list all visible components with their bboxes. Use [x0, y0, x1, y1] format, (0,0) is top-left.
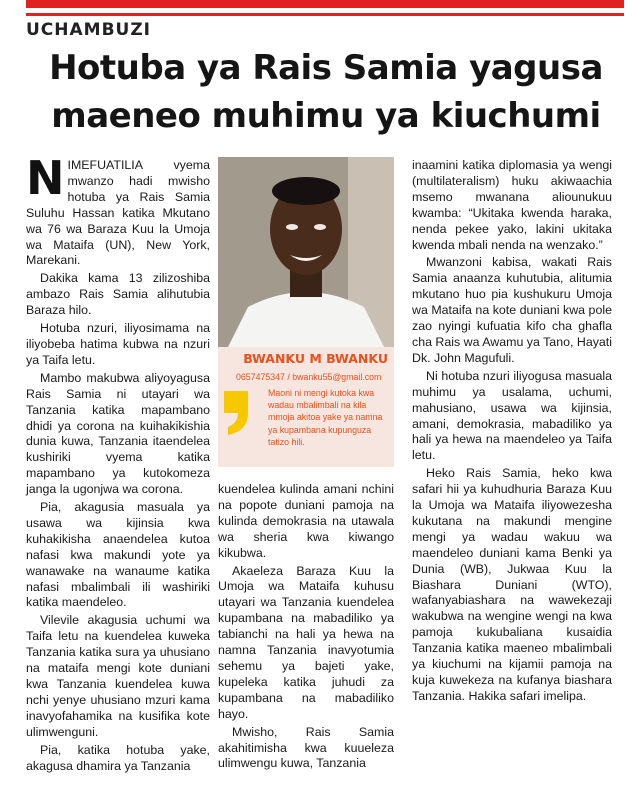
paragraph: Pia, akagusia masuala ya usawa wa kijinsia kwa kuhakikisha anaendelea kutoa nafasi kwa makundi yote ya wanawake na wanaume katika nafasi mbalimbali ili washiriki katika maendeleo.: [26, 500, 210, 610]
paragraph: Dakika kama 13 zilizoshiba ambazo Rais Samia alihutubia Baraza hilo.: [26, 271, 210, 318]
drop-cap: N: [26, 151, 65, 205]
paragraph: Heko Rais Samia, heko kwa safari hii ya kuhudhuria Baraza Kuu la Umoja wa Mataifa iliyowezesha kukutana na makundi mengine mengi ya wadau wakuu wa maendeleo duniani kama Benki ya Dunia (WB), Jukwaa Kuu la Biashara Duniani (WTO), wafanyabiashara na wawekezaji wakubwa na wengine wengi na kwa pamoja kukubaliana kusaidia Tanzania katika maeneo mbalimbali ya kiuchumi na kijamii pamoja na kuja kuwekeza na kufanya biashara Tanzania. Hakika safari imelipa.: [412, 466, 612, 703]
paragraph: kuendelea kulinda amani nchini na popote duniani pamoja na kulinda demokrasia na utawala wa sheria kwa kiwango kikubwa.: [218, 482, 394, 560]
article-column-2: [218, 482, 394, 774]
paragraph: Mwisho, Rais Samia akahitimisha kwa kuueleza ulimwengu kuwa, Tanzania: [218, 724, 394, 771]
quote-mark-icon: [222, 391, 252, 435]
article-headline: Hotuba ya Rais Samia yagusa maeneo muhimu ya kiuchumi: [49, 48, 603, 136]
paragraph: Mambo makubwa aliyoyagusa Rais Samia ni utayari wa Tanzania katika mapambano dhidi ya corona na kuihakikishia dunia kuwa, Tanzania itaendelea kushiriki vyema katika mapambano ya kutokomeza janga la ugonjwa wa corona.: [26, 370, 210, 497]
paragraph: Vilevile akagusia uchumi wa Taifa letu na kuendelea kuweka Tanzania katika sura ya uhusiano na mataifa mengi kote duniani kwa Tanzania kuendelea kuwa nchi yenye uhusiano mzuri kama inavyofahamika na kusifika kote ulimwenguni.: [26, 613, 210, 739]
paragraph: inaamini katika diplomasia ya wengi (multilateralism) huku akiwaachia msemo mwanana aliounukuu kwamba: “Ukitaka kwenda haraka, nenda pekee yako, lakini ukitaka kwenda mbali nenda na wenzako.”: [412, 158, 612, 252]
masthead-red-bar: [26, 0, 624, 8]
author-name: BWANKU M BWANKU: [243, 351, 388, 366]
section-divider-line: [26, 13, 624, 16]
author-photo: [218, 157, 394, 347]
byline-box: [218, 347, 394, 467]
author-portrait-icon: [218, 157, 394, 347]
paragraph: Akaeleza Baraza Kuu la Umoja wa Mataifa kuhusu utayari wa Tanzania kuendelea kupambana na mabadiliko ya tabianchi na hali ya hewa na namna Tanzania inavyotumia sehemu ya bajeti yake, kupeleka katika juhudi za kupambana na mabadiliko hayo.: [218, 563, 394, 721]
author-contact: 0657475347 / bwanku55@gmail.com: [236, 372, 382, 382]
paragraph: Ni hotuba nzuri iliyogusa masuala muhimu ya usalama, uchumi, mahusiano, usawa wa kijinsia, amani, demokrasia, mabadiliko ya hali ya hewa na maendeleo ya Taifa letu.: [412, 368, 612, 463]
article-column-3: [412, 158, 612, 707]
article-column-1: [26, 151, 210, 776]
lead-paragraph: [26, 151, 210, 269]
section-label: UCHAMBUZI: [26, 20, 151, 40]
paragraph: Pia, katika hotuba yake, akagusa dhamira ya Tanzania: [26, 742, 210, 773]
pull-quote: Maoni ni mengi kutoka kwa wadau mbalimbali na kila mmoja akitoa yake ya namna ya kupambana kupunguza tatizo hili.: [268, 388, 383, 447]
paragraph-text: IMEFUATILIA vyema mwanzo hadi mwisho hotuba ya Rais Samia Suluhu Hassan katika Mkutano wa 76 wa Baraza Kuu la Umoja wa Mataifa (UN), New York, Marekani.: [26, 158, 210, 268]
paragraph: Mwanzoni kabisa, wakati Rais Samia anaanza kuhutubia, alitumia mkutano huo pia kushukuru Umoja wa Mataifa na kote duniani kwa pole zao nyingi kufuatia kifo cha ghafla cha Rais wa Awamu ya Tano, Hayati Dk. John Magufuli.: [412, 255, 612, 365]
paragraph: Hotuba nzuri, iliyosimama na iliyobeba hatima kubwa na nzuri ya Taifa letu.: [26, 321, 210, 367]
